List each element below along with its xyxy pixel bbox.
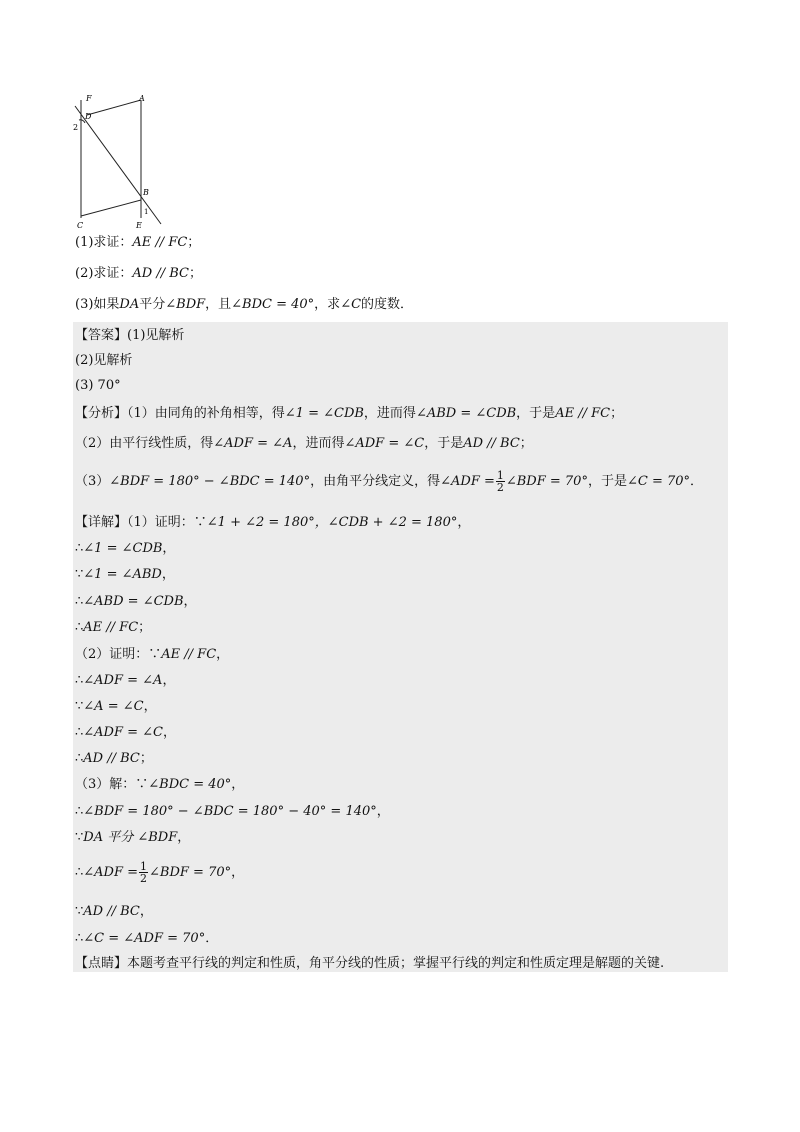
fraction-numerator: 1 <box>140 860 148 873</box>
detail-line-10 <box>75 749 153 769</box>
detail-1-end: ， <box>457 515 471 530</box>
detail-7-text: ∴ <box>75 673 84 688</box>
detail-15-text: ∵ <box>75 904 84 919</box>
detail-9-end: ， <box>163 725 177 740</box>
analysis-3-math-2a: ∠ADF = <box>440 474 495 489</box>
detail-12-math: ∠BDF = 180° − ∠BDC = 180° − 40° = 140° <box>83 804 377 819</box>
question-1-text: (1)求证： <box>75 235 133 250</box>
question-1-math: AE // FC <box>132 235 188 250</box>
detail-line-9 <box>75 723 176 743</box>
detail-line-12 <box>75 802 390 822</box>
label-b: B <box>143 188 149 197</box>
detail-3-text: ∵ <box>75 567 84 582</box>
analysis-line-2 <box>75 434 533 454</box>
detail-1-math: ∠1 + ∠2 = 180°，∠CDB + ∠2 = 180° <box>206 515 458 530</box>
detail-line-1 <box>75 513 470 533</box>
answer-line-1: 【答案】(1)见解析 <box>75 328 185 343</box>
analysis-3-math-2b: ∠BDF = 70° <box>505 474 588 489</box>
label-d: D <box>85 112 92 121</box>
detail-14-text: ∴ <box>75 865 84 880</box>
label-e: E <box>136 221 142 230</box>
detail-5-text: ∴ <box>75 620 84 635</box>
analysis-2-mid2: ，于是 <box>424 436 464 451</box>
answer-line-2: (2)见解析 <box>75 353 133 368</box>
detail-line-5 <box>75 618 151 638</box>
question-3-math-da: DA <box>119 297 140 312</box>
analysis-2-math-3: AD // BC <box>463 436 520 451</box>
detail-7-end: ， <box>162 673 176 688</box>
analysis-1-text: 【分析】（1）由同角的补角相等，得 <box>75 406 285 421</box>
analysis-1-mid2: ，于是 <box>516 406 556 421</box>
question-3-math-c: ∠C <box>340 297 362 312</box>
question-2-math: AD // BC <box>132 266 189 281</box>
detail-10-end: ； <box>139 751 153 766</box>
detail-line-11 <box>75 775 244 795</box>
question-2 <box>75 264 202 284</box>
detail-10-text: ∴ <box>75 751 84 766</box>
label-f: F <box>86 94 92 103</box>
detail-14-end: ， <box>231 865 245 880</box>
detail-11-text: （3）解：∵ <box>75 777 149 792</box>
analysis-3-mid: ，由角平分线定义，得 <box>310 474 441 489</box>
label-a: A <box>139 94 145 103</box>
detail-line-2 <box>75 539 175 559</box>
detail-3-end: ， <box>161 567 175 582</box>
analysis-2-math-2: ∠ADF = ∠C <box>344 436 425 451</box>
question-2-text: (2)求证： <box>75 266 133 281</box>
answer-line-3: (3) 70° <box>75 378 121 393</box>
detail-line-8 <box>75 697 157 717</box>
detail-16-math: ∠C = ∠ADF = 70° <box>83 931 206 946</box>
analysis-3-fraction <box>496 470 505 493</box>
detail-6-end: ， <box>216 647 230 662</box>
analysis-line-1 <box>75 404 623 424</box>
detail-13-text: ∵ <box>75 830 84 845</box>
detail-12-end: ， <box>376 804 390 819</box>
detail-14-math-1: ∠ADF = <box>83 865 139 880</box>
analysis-1-mid: ，进而得 <box>363 406 416 421</box>
geometry-figure <box>66 90 176 230</box>
detail-13-math: DA 平分 ∠BDF <box>83 830 178 845</box>
detail-9-text: ∴ <box>75 725 84 740</box>
question-3-math-bdf: ∠BDF <box>165 297 206 312</box>
detail-12-text: ∴ <box>75 804 84 819</box>
comment-line: 【点睛】本题考查平行线的判定和性质，角平分线的性质；掌握平行线的判定和性质定理是解题的关键. <box>75 956 665 971</box>
detail-line-15 <box>75 902 153 922</box>
detail-15-math: AD // BC <box>83 904 140 919</box>
detail-8-end: ， <box>143 699 157 714</box>
detail-line-4 <box>75 592 197 612</box>
label-2: 2 <box>73 123 79 132</box>
detail-line-3 <box>75 565 175 585</box>
detail-1-text: 【详解】（1）证明：∵ <box>75 515 207 530</box>
detail-7-math: ∠ADF = ∠A <box>83 673 163 688</box>
detail-5-math: AE // FC <box>83 620 139 635</box>
question-3 <box>75 295 413 315</box>
fraction-denominator: 2 <box>496 481 504 494</box>
question-3-mid1: 平分 <box>139 297 166 312</box>
detail-line-16 <box>75 929 218 949</box>
label-c: C <box>77 221 84 230</box>
analysis-2-mid: ，进而得 <box>292 436 345 451</box>
detail-2-end: ， <box>162 541 176 556</box>
question-3-math-bdc: ∠BDC = 40° <box>231 297 315 312</box>
detail-10-math: AD // BC <box>83 751 140 766</box>
question-3-mid2: ，且 <box>205 297 232 312</box>
detail-13-end: ， <box>177 830 191 845</box>
detail-14-fraction <box>139 861 148 884</box>
analysis-1-end: ； <box>610 406 624 421</box>
detail-2-math: ∠1 = ∠CDB <box>83 541 163 556</box>
detail-16-end: ． <box>205 931 219 946</box>
detail-line-14 <box>75 860 244 886</box>
detail-15-end: ， <box>139 904 153 919</box>
analysis-line-3 <box>75 470 703 494</box>
analysis-2-math-1: ∠ADF = ∠A <box>213 436 293 451</box>
line-ad <box>87 100 141 115</box>
analysis-3-end: ． <box>690 474 704 489</box>
detail-14-math-2: ∠BDF = 70° <box>149 865 232 880</box>
analysis-3-math-3: ∠C = 70° <box>626 474 691 489</box>
question-3-end: 的度数． <box>361 297 414 312</box>
analysis-1-math-3: AE // FC <box>555 406 611 421</box>
detail-6-text: （2）证明：∵ <box>75 647 162 662</box>
detail-11-end: ， <box>231 777 245 792</box>
detail-4-end: ， <box>183 594 197 609</box>
analysis-2-text: （2）由平行线性质，得 <box>75 436 214 451</box>
detail-16-text: ∴ <box>75 931 84 946</box>
detail-6-math: AE // FC <box>161 647 217 662</box>
question-3-mid3: ，求 <box>314 297 341 312</box>
analysis-3-math-1: ∠BDF = 180° − ∠BDC = 140° <box>109 474 311 489</box>
analysis-1-math-2: ∠ABD = ∠CDB <box>415 406 517 421</box>
detail-4-text: ∴ <box>75 594 84 609</box>
analysis-1-math-1: ∠1 = ∠CDB <box>284 406 364 421</box>
detail-4-math: ∠ABD = ∠CDB <box>83 594 184 609</box>
detail-8-text: ∵ <box>75 699 84 714</box>
detail-11-math: ∠BDC = 40° <box>148 777 232 792</box>
detail-line-7 <box>75 671 175 691</box>
detail-9-math: ∠ADF = ∠C <box>83 725 164 740</box>
fraction-numerator: 1 <box>496 469 504 482</box>
fraction-denominator: 2 <box>140 872 148 885</box>
detail-5-end: ； <box>138 620 152 635</box>
question-1-end: ； <box>187 235 201 250</box>
detail-8-math: ∠A = ∠C <box>83 699 144 714</box>
question-1 <box>75 233 200 253</box>
analysis-3-text: （3） <box>75 474 110 489</box>
detail-line-6 <box>75 645 229 665</box>
detail-line-13 <box>75 828 190 848</box>
detail-2-text: ∴ <box>75 541 84 556</box>
question-3-text: (3)如果 <box>75 297 120 312</box>
label-1: 1 <box>144 208 149 216</box>
analysis-2-end: ； <box>519 436 533 451</box>
detail-3-math: ∠1 = ∠ABD <box>83 567 162 582</box>
analysis-3-mid2: ，于是 <box>587 474 627 489</box>
line-bc <box>81 200 141 216</box>
question-2-end: ； <box>189 266 203 281</box>
